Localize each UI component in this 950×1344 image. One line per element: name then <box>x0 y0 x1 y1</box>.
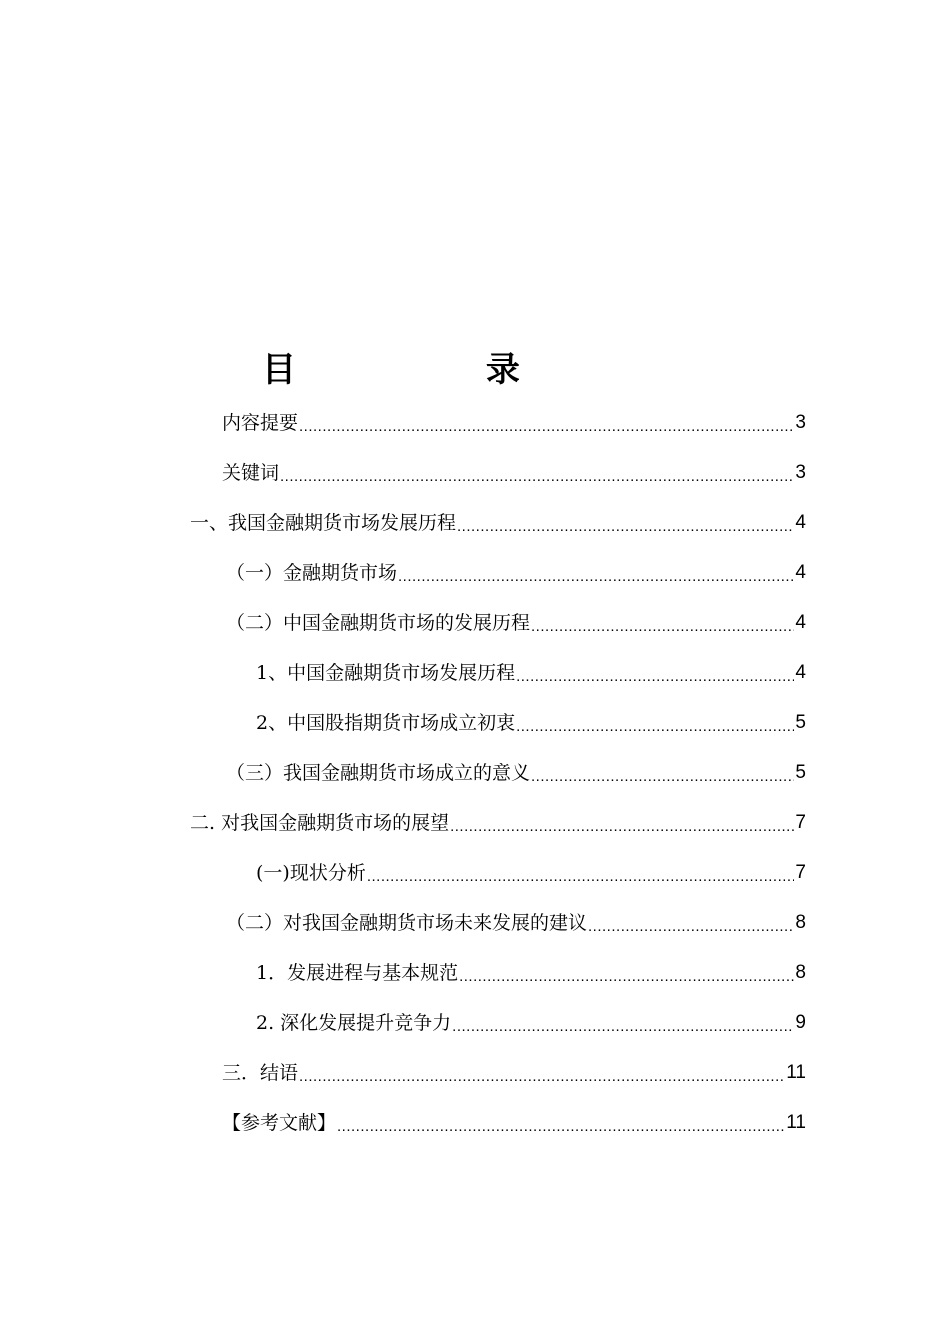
toc-entry-label: （二）对我国金融期货市场未来发展的建议 <box>226 912 588 934</box>
toc-entry-subsection-2-2-1[interactable] <box>256 948 806 998</box>
dot-leader <box>299 410 794 436</box>
toc-entry-section-2-2[interactable] <box>226 898 806 948</box>
toc-entry-page: 4 <box>795 612 806 633</box>
dot-leader <box>299 1060 785 1086</box>
toc-entry-label: 2. 深化发展提升竞争力 <box>256 1012 452 1034</box>
dot-leader <box>367 860 795 886</box>
toc-entry-abstract[interactable] <box>222 398 806 448</box>
toc-entry-page: 3 <box>795 412 806 433</box>
toc-entry-conclusion[interactable] <box>222 1048 806 1098</box>
toc-entry-chapter-2[interactable] <box>190 798 806 848</box>
toc-entry-label: 内容提要 <box>222 412 299 434</box>
dot-leader <box>459 960 794 986</box>
dot-leader <box>588 910 794 936</box>
toc-entry-label: 三．结语 <box>222 1062 299 1084</box>
dot-leader <box>516 710 794 736</box>
dot-leader <box>531 760 794 786</box>
toc-entry-page: 4 <box>795 562 806 583</box>
toc-entry-label: (一)现状分析 <box>256 862 366 884</box>
toc-entry-chapter-1[interactable] <box>190 498 806 548</box>
toc-entry-label: 1、中国金融期货市场发展历程 <box>256 662 516 684</box>
toc-entry-label: 一、我国金融期货市场发展历程 <box>190 512 457 534</box>
toc-entry-label: 【参考文献】 <box>222 1112 337 1134</box>
dot-leader <box>457 510 794 536</box>
toc-entry-subsection-1-2-2[interactable] <box>256 698 806 748</box>
dot-leader <box>280 460 794 486</box>
toc-entry-page: 11 <box>786 1062 806 1083</box>
dot-leader <box>450 810 794 836</box>
toc-entry-label: 2、中国股指期货市场成立初衷 <box>256 712 516 734</box>
toc-entry-page: 7 <box>795 862 806 883</box>
toc-entry-page: 5 <box>795 712 806 733</box>
toc-entry-page: 4 <box>795 512 806 533</box>
toc-entry-page: 11 <box>786 1112 806 1133</box>
toc-entry-page: 5 <box>795 762 806 783</box>
toc-entry-label: 二. 对我国金融期货市场的展望 <box>190 812 450 834</box>
toc-entry-page: 7 <box>795 812 806 833</box>
dot-leader <box>531 610 794 636</box>
dot-leader <box>398 560 794 586</box>
dot-leader <box>516 660 794 686</box>
toc-entry-section-2-1[interactable] <box>256 848 806 898</box>
toc-entry-page: 9 <box>795 1012 806 1033</box>
toc-entry-label: 1．发展进程与基本规范 <box>256 962 459 984</box>
toc-entry-page: 4 <box>795 662 806 683</box>
toc-entry-subsection-2-2-2[interactable] <box>256 998 806 1048</box>
toc-entry-label: （三）我国金融期货市场成立的意义 <box>226 762 531 784</box>
toc-title: 目 录 <box>262 350 568 390</box>
toc-entry-section-1-3[interactable] <box>226 748 806 798</box>
toc-entry-references[interactable] <box>222 1098 806 1148</box>
toc-entry-page: 8 <box>795 912 806 933</box>
toc-entry-label: （一）金融期货市场 <box>226 562 398 584</box>
toc-entry-page: 8 <box>795 962 806 983</box>
dot-leader <box>337 1110 785 1136</box>
toc-entry-section-1-1[interactable] <box>226 548 806 598</box>
toc-entry-page: 3 <box>795 462 806 483</box>
toc-entry-section-1-2[interactable] <box>226 598 806 648</box>
toc-entry-subsection-1-2-1[interactable] <box>256 648 806 698</box>
toc-entry-label: 关键词 <box>222 462 280 484</box>
toc-entry-label: （二）中国金融期货市场的发展历程 <box>226 612 531 634</box>
dot-leader <box>452 1010 794 1036</box>
toc-entry-keywords[interactable] <box>222 448 806 498</box>
